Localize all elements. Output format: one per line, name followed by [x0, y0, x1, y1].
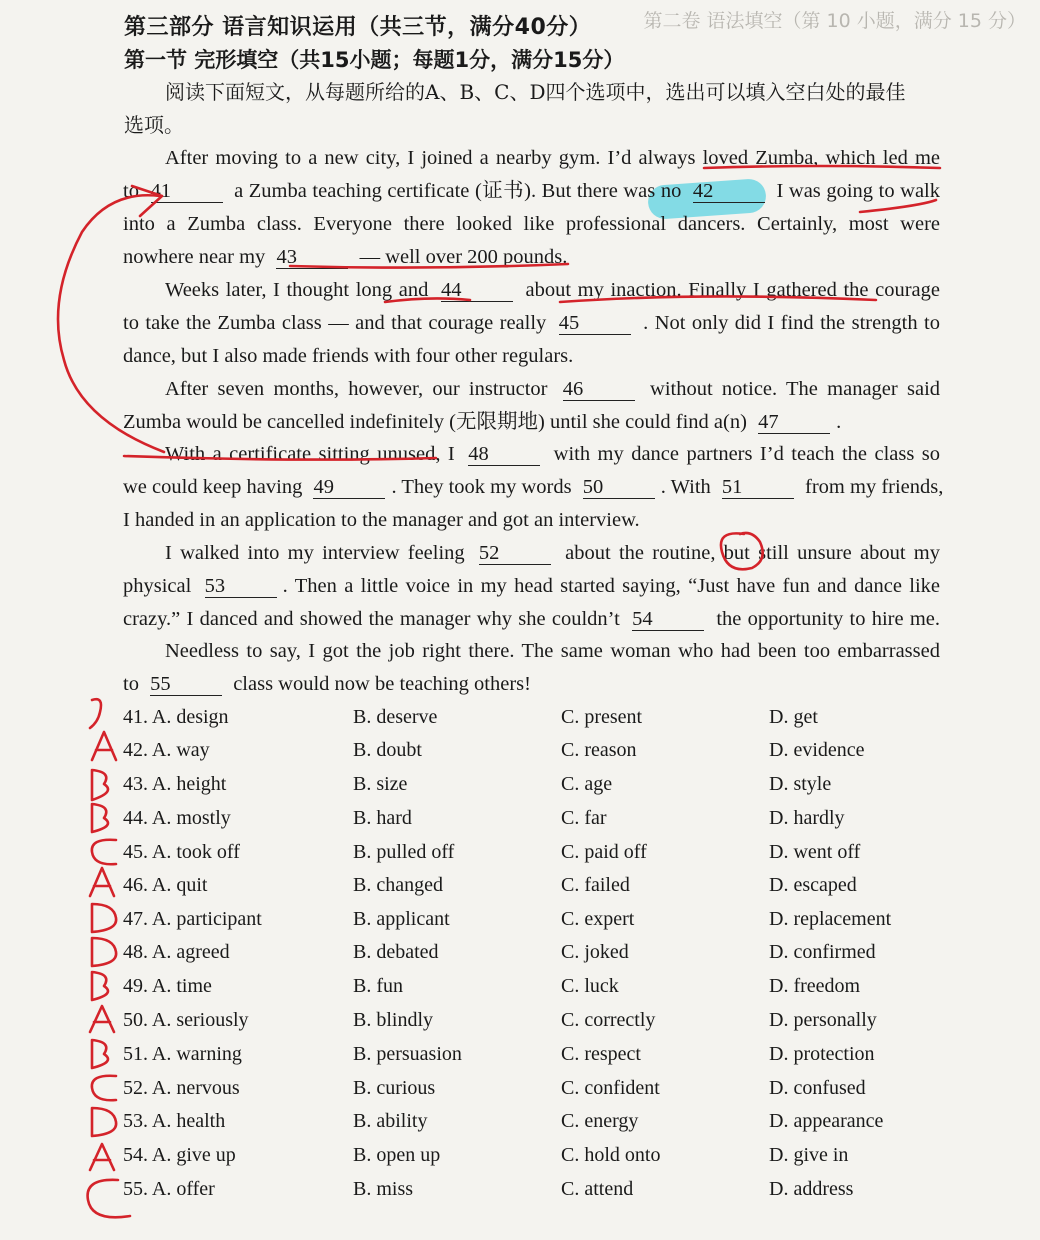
passage-line: After moving to a new city, I joined a nearby gym. I’d always loved Zumba, which led me — [165, 147, 940, 169]
blank-54[interactable]: 54 — [632, 608, 704, 631]
instruction-line-1: 阅读下面短文，从每题所给的A、B、C、D四个选项中，选出可以填入空白处的最佳 — [165, 80, 906, 104]
blank-49[interactable]: 49 — [313, 476, 385, 499]
blank-53[interactable]: 53 — [205, 575, 277, 598]
blank-42[interactable]: 42 — [693, 180, 765, 203]
blank-45[interactable]: 45 — [559, 312, 631, 335]
passage-line: to 55 class would now be teaching others! — [123, 673, 531, 695]
question-row: 45. A. took off B. pulled off C. paid off D. went off — [123, 841, 861, 863]
passage-line: Weeks later, I thought long and 44 about my inaction. Finally I gathered the courage — [165, 279, 940, 301]
passage-line: I walked into my interview feeling 52 about the routine, but still unsure about my — [165, 542, 941, 564]
question-row: 46. A. quit B. changed C. failed D. escaped — [123, 874, 857, 896]
blank-44[interactable]: 44 — [441, 279, 513, 302]
blank-51[interactable]: 51 — [722, 476, 794, 499]
question-row: 48. A. agreed B. debated C. joked D. confirmed — [123, 941, 876, 963]
blank-43[interactable]: 43 — [276, 246, 348, 269]
passage-line: we could keep having 49 . They took my words 50 . With 51 from my friends, — [123, 476, 944, 498]
question-row: 44. A. mostly B. hard C. far D. hardly — [123, 807, 845, 829]
question-row: 54. A. give up B. open up C. hold onto D. give in — [123, 1144, 849, 1166]
passage-line: to take the Zumba class — and that courage really 45 . Not only did I find the strength to — [123, 312, 941, 334]
question-row: 43. A. height B. size C. age D. style — [123, 773, 832, 795]
section-title: 第一节 完形填空（共15小题；每题1分，满分15分） — [124, 48, 625, 72]
passage-line: crazy.” I danced and showed the manager why she couldn’t 54 the opportunity to hire me. — [123, 608, 941, 630]
blank-48[interactable]: 48 — [468, 443, 540, 466]
passage-line: After seven months, however, our instructor 46 without notice. The manager said — [165, 378, 941, 400]
blank-41[interactable]: 41 — [151, 180, 223, 203]
part-title: 第三部分 语言知识运用（共三节，满分40分） — [124, 15, 592, 40]
question-row: 52. A. nervous B. curious C. confident D. confused — [123, 1077, 866, 1099]
question-row: 53. A. health B. ability C. energy D. appearance — [123, 1110, 884, 1132]
blank-55[interactable]: 55 — [150, 673, 222, 696]
question-row: 41. A. design B. deserve C. present D. get — [123, 706, 818, 728]
passage-line: into a Zumba class. Everyone there looked like professional dancers. Certainly, most were — [123, 213, 940, 235]
question-row: 50. A. seriously B. blindly C. correctly D. personally — [123, 1009, 877, 1031]
blank-47[interactable]: 47 — [758, 411, 830, 434]
question-row: 49. A. time B. fun C. luck D. freedom — [123, 975, 861, 997]
passage-line: dance, but I also made friends with four other regulars. — [123, 345, 574, 367]
passage-line: to 41 a Zumba teaching certificate (证书). But there was no 42 I was going to walk — [123, 180, 940, 202]
passage-line: nowhere near my 43 — well over 200 pounds. — [123, 246, 568, 268]
blank-52[interactable]: 52 — [479, 542, 551, 565]
passage-line: physical 53 . Then a little voice in my head started saying, “Just have fun and dance like — [123, 575, 941, 597]
passage-line: I handed in an application to the manager and got an interview. — [123, 509, 640, 531]
passage-line: Zumba would be cancelled indefinitely (无限期地) until she could find a(n) 47 . — [123, 411, 842, 433]
passage-line: Needless to say, I got the job right there. The same woman who had been too embarrassed — [165, 640, 940, 662]
question-row: 42. A. way B. doubt C. reason D. evidence — [123, 739, 865, 761]
passage-line: With a certificate sitting unused, I 48 with my dance partners I’d teach the class so — [165, 443, 940, 465]
blank-46[interactable]: 46 — [563, 378, 635, 401]
question-row: 55. A. offer B. miss C. attend D. address — [123, 1178, 854, 1200]
instruction-line-2: 选项。 — [124, 113, 184, 137]
question-row: 51. A. warning B. persuasion C. respect D. protection — [123, 1043, 875, 1065]
blank-50[interactable]: 50 — [583, 476, 655, 499]
bleed-text-top: 第二卷 语法填空（第 10 小题，满分 15 分） — [643, 10, 1026, 32]
question-row: 47. A. participant B. applicant C. expert D. replacement — [123, 908, 892, 930]
